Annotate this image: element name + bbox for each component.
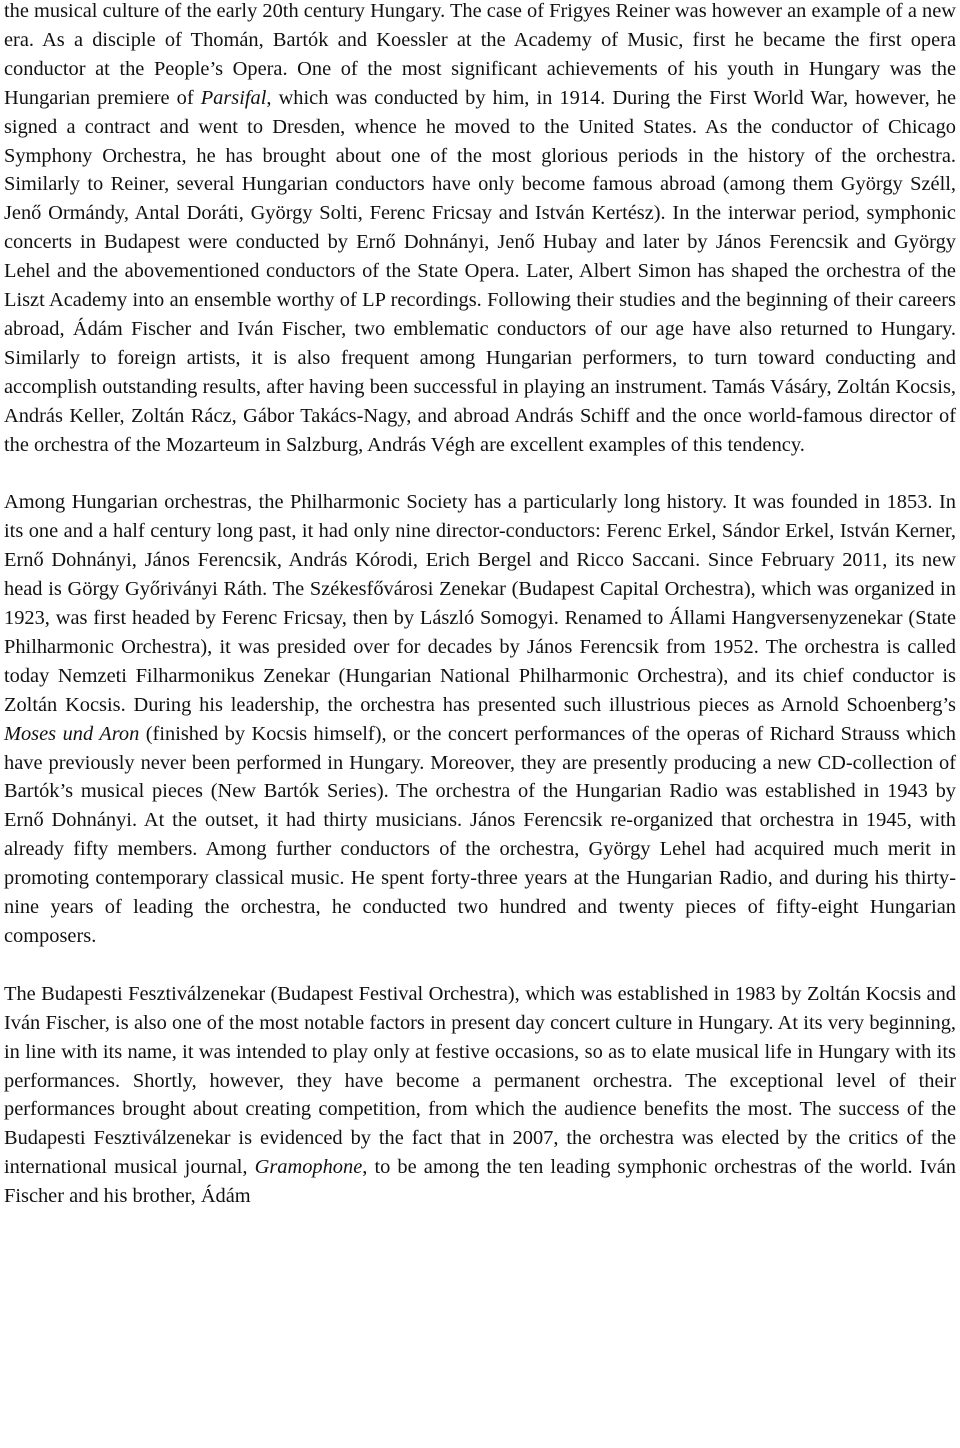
paragraph-spacer bbox=[4, 460, 956, 489]
paragraph-text: The Budapesti Fesztiválzenekar (Budapest Festival Orchestra), which was established in 1983 by Zoltán Kocsis and Iván Fischer, is also one of the most notable factors in present day concert culture in Hungary. At its very beginning, in line with its name, it was intended to play only at festive occasions, so as to elate musical life in Hungary with its performances. Shortly, however, they have become a permanent orchestra. The exceptional level of their performances brought about creating competition, from which the audience benefits the most. The success of the Budapesti Fesztiválzenekar is evidenced by the fact that in 2007, the orchestra was elected by the critics of the international musical journal, bbox=[4, 982, 956, 1179]
paragraph-spacer bbox=[4, 951, 956, 980]
paragraph-text: , which was conducted by him, in 1914. During the First World War, however, he signed a contract and went to Dresden, whence he moved to the United States. As the conductor of Chicago Symphony Orchestra, he has brought about one of the most glorious periods in the history of the orchestra. Similarly to Reiner, several Hungarian conductors have only become famous abroad (among them György Széll, Jenő Ormándy, Antal Doráti, György Solti, Ferenc Fricsay and István Kertész). In the interwar period, symphonic concerts in Budapest were conducted by Ernő Dohnányi, Jenő Hubay and later by János Ferencsik and György Lehel and the abovementioned conductors of the State Opera. Later, Albert Simon has shaped the orchestra of the Liszt Academy into an ensemble worthy of LP recordings. Following their studies and the beginning of their careers abroad, Ádám Fischer and Iván Fischer, two emblematic conductors of our age have also returned to Hungary. Similarly to foreign artists, it is also frequent among Hungarian performers, to turn toward conducting and accomplish outstanding results, after having been successful in playing an instrument. Tamás Vásáry, Zoltán Kocsis, András Keller, Zoltán Rácz, Gábor Takács-Nagy, and abroad András Schiff and the once world-famous director of the orchestra of the Mozarteum in Salzburg, András Végh are excellent examples of this tendency. bbox=[4, 86, 956, 456]
document-page bbox=[4, 0, 956, 1211]
paragraph-text: (finished by Kocsis himself), or the concert performances of the operas of Richard Strauss which have previously never been performed in Hungary. Moreover, they are presently producing a new CD-collection of Bartók’s musical pieces (New Bartók Series). The orchestra of the Hungarian Radio was established in 1943 by Ernő Dohnányi. At the outset, it had thirty musicians. János Ferencsik re-organized that orchestra in 1945, with already fifty members. Among further conductors of the orchestra, György Lehel had acquired much merit in promoting contemporary classical music. He spent forty-three years at the Hungarian Radio, and during his thirty-nine years of leading the orchestra, he conducted two hundred and twenty pieces of fifty-eight Hungarian composers. bbox=[4, 722, 956, 947]
paragraph-festival-orchestra bbox=[4, 980, 956, 1211]
paragraph-orchestras bbox=[4, 488, 956, 951]
work-title-moses-und-aron: Moses und Aron bbox=[4, 722, 140, 745]
paragraph-text: the musical culture of the early 20th century Hungary. The case of Frigyes Reiner was however an example of a new era. As a disciple of Thomán, Bartók and Koessler at the Academy of Music, first he became the first opera conductor at the People’s Opera. One of the most significant achievements of his youth in Hungary was the Hungarian premiere of bbox=[4, 0, 956, 109]
paragraph-conductors bbox=[4, 0, 956, 460]
journal-title-gramophone: Gramophone bbox=[254, 1156, 363, 1179]
work-title-parsifal: Parsifal bbox=[200, 86, 267, 109]
paragraph-text: , to be among the ten leading symphonic orchestras of the world. Iván Fischer and his brother, Ádám bbox=[4, 1156, 956, 1208]
paragraph-text: Among Hungarian orchestras, the Philharmonic Society has a particularly long history. It was founded in 1853. In its one and a half century long past, it had only nine director-conductors: Ferenc Erkel, Sándor Erkel, István Kerner, Ernő Dohnányi, János Ferencsik, András Kórodi, Erich Bergel and Ricco Saccani. Since February 2011, its new head is Görgy Győriványi Ráth. The Székesfővárosi Zenekar (Budapest Capital Orchestra), which was organized in 1923, was first headed by Ferenc Fricsay, then by László Somogyi. Renamed to Állami Hangversenyzenekar (State Philharmonic Orchestra), it was presided over for decades by János Ferencsik from 1952. The orchestra is called today Nemzeti Filharmonikus Zenekar (Hungarian National Philharmonic Orchestra), and its chief conductor is Zoltán Kocsis. During his leadership, the orchestra has presented such illustrious pieces as Arnold Schoenberg’s bbox=[4, 491, 956, 716]
